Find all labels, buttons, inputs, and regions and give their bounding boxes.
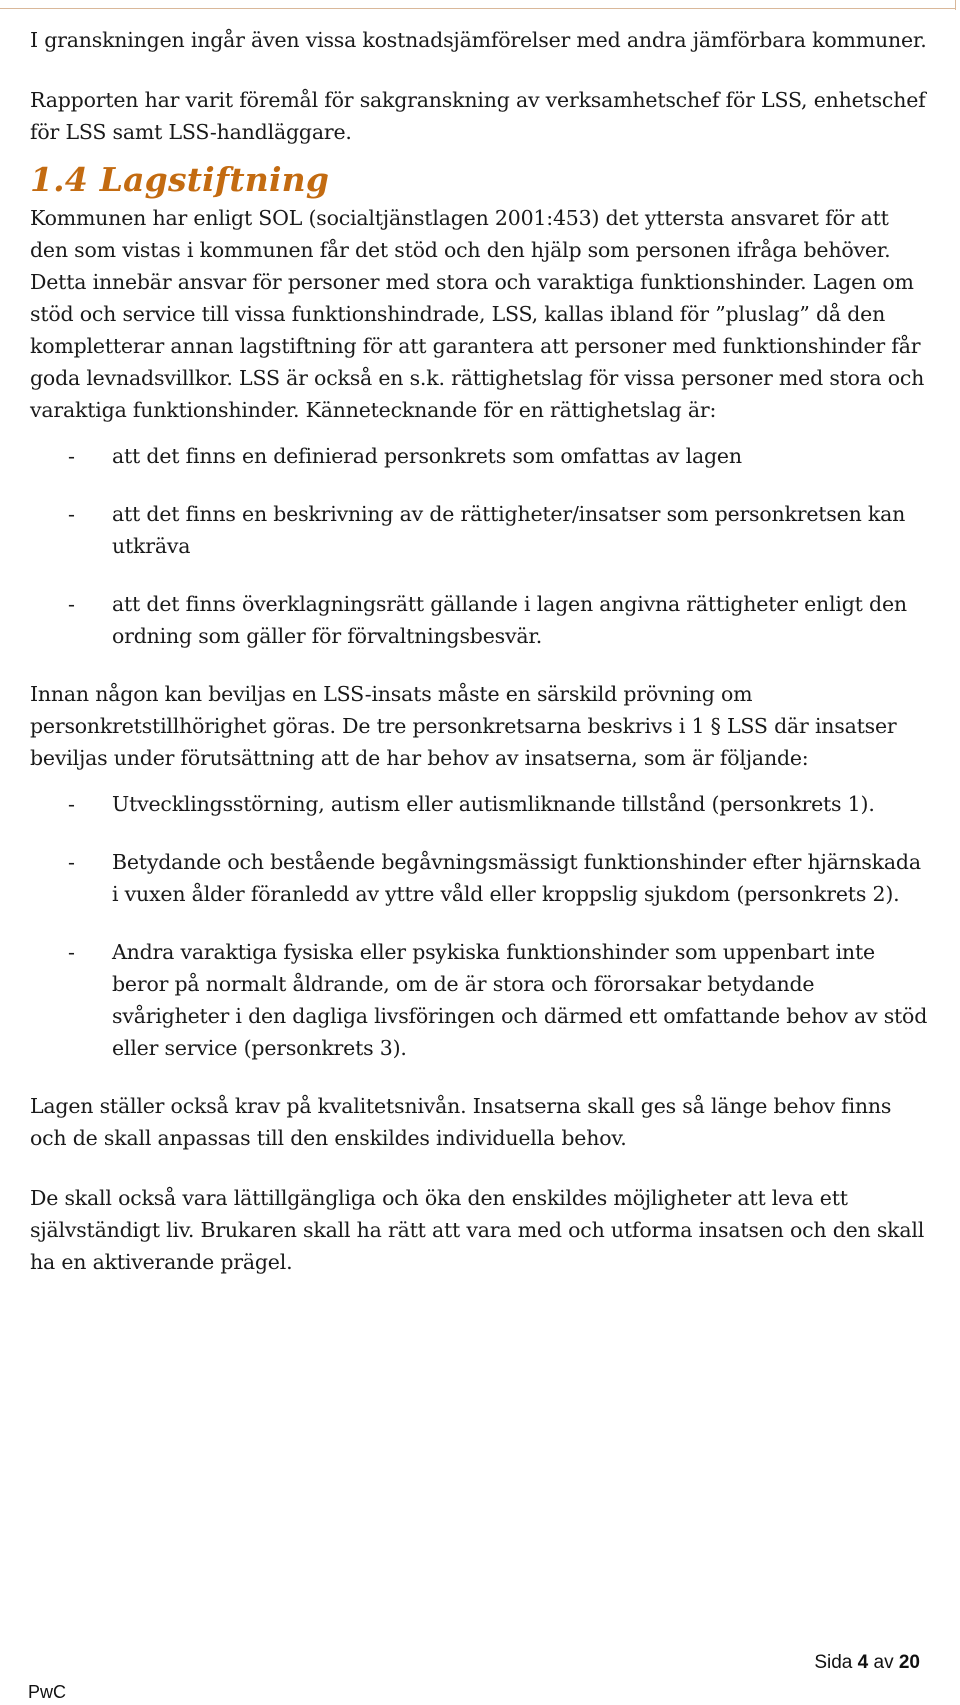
list-dash: - (68, 792, 75, 816)
list-item (30, 846, 930, 910)
section-paragraph-1: Kommunen har enligt SOL (socialtjänstlagen 2001:453) det yttersta ansvaret för att den som vistas i kommunen får det stöd och den hjälp som personen ifråga behöver. Detta innebär ansvar för personer med stora och varaktiga funktionshinder. Lagen om stöd och service till vissa funktionshindrade, LSS, kallas ibland för ”pluslag” då den kompletterar annan lagstiftning för att garantera att personer med funktionshinder får goda levnadsvillkor. LSS är också en s.k. rättighetslag för vissa personer med stora och varaktiga funktionshinder. Kännetecknande för en rättighetslag är: (30, 206, 925, 422)
current-page: 4 (857, 1652, 869, 1673)
list-dash: - (68, 940, 75, 964)
list-item-text: att det finns en definierad personkrets som omfattas av lagen (112, 444, 742, 468)
list-item (30, 936, 930, 1064)
total-pages: 20 (898, 1652, 920, 1673)
list-item (30, 788, 930, 820)
list-dash: - (68, 502, 75, 526)
page-label: Sida (814, 1652, 853, 1673)
footer-brand: PwC (28, 1682, 67, 1702)
list-item-text: att det finns en beskrivning av de rättigheter/insatser som personkretsen kan utkräva (112, 502, 906, 558)
list-item-text: att det finns överklagningsrätt gällande i lagen angivna rättigheter enligt den ordning som gäller för förvaltningsbesvär. (112, 592, 907, 648)
list-dash: - (68, 850, 75, 874)
intro-paragraph-2: Rapporten har varit föremål för sakgranskning av verksamhetschef för LSS, enhetschef för LSS samt LSS-handläggare. (30, 88, 926, 144)
page-number (814, 1652, 920, 1674)
header-rule (0, 8, 956, 9)
personkrets-list (30, 788, 930, 1064)
list-dash: - (68, 444, 75, 468)
page-separator: av (873, 1652, 894, 1673)
section-paragraph-2: Innan någon kan beviljas en LSS-insats måste en särskild prövning om personkretstillhörighet göras. De tre personkretsarna beskrivs i 1 § LSS där insatser beviljas under förutsättning att de har behov av insatserna, som är följande: (30, 682, 897, 770)
list-item-text: Betydande och bestående begåvningsmässigt funktionshinder efter hjärnskada i vuxen ålder föranledd av yttre våld eller kroppslig sjukdom (personkrets 2). (112, 850, 921, 906)
section-paragraph-4: De skall också vara lättillgängliga och öka den enskildes möjligheter att leva ett självständigt liv. Brukaren skall ha rätt att vara med och utforma insatsen och den skall ha en aktiverande prägel. (30, 1186, 925, 1274)
list-item-text: Andra varaktiga fysiska eller psykiska funktionshinder som uppenbart inte beror på normalt åldrande, om de är stora och förorsakar betydande svårigheter i den dagliga livsföringen och därmed ett omfattande behov av stöd eller service (personkrets 3). (112, 940, 928, 1060)
list-item-text: Utvecklingsstörning, autism eller autismliknande tillstånd (personkrets 1). (112, 792, 875, 816)
list-item (30, 498, 930, 562)
section-paragraph-3: Lagen ställer också krav på kvalitetsnivån. Insatserna skall ges så länge behov finns och de skall anpassas till den enskildes individuella behov. (30, 1094, 892, 1150)
header-rule-corner (955, 0, 956, 10)
page-content (30, 24, 930, 1306)
list-item (30, 440, 930, 472)
section-heading: 1.4 Lagstiftning (30, 160, 330, 199)
list-item (30, 588, 930, 652)
list-dash: - (68, 592, 75, 616)
rights-law-criteria-list (30, 440, 930, 652)
intro-paragraph-1: I granskningen ingår även vissa kostnadsjämförelser med andra jämförbara kommuner. (30, 28, 927, 52)
